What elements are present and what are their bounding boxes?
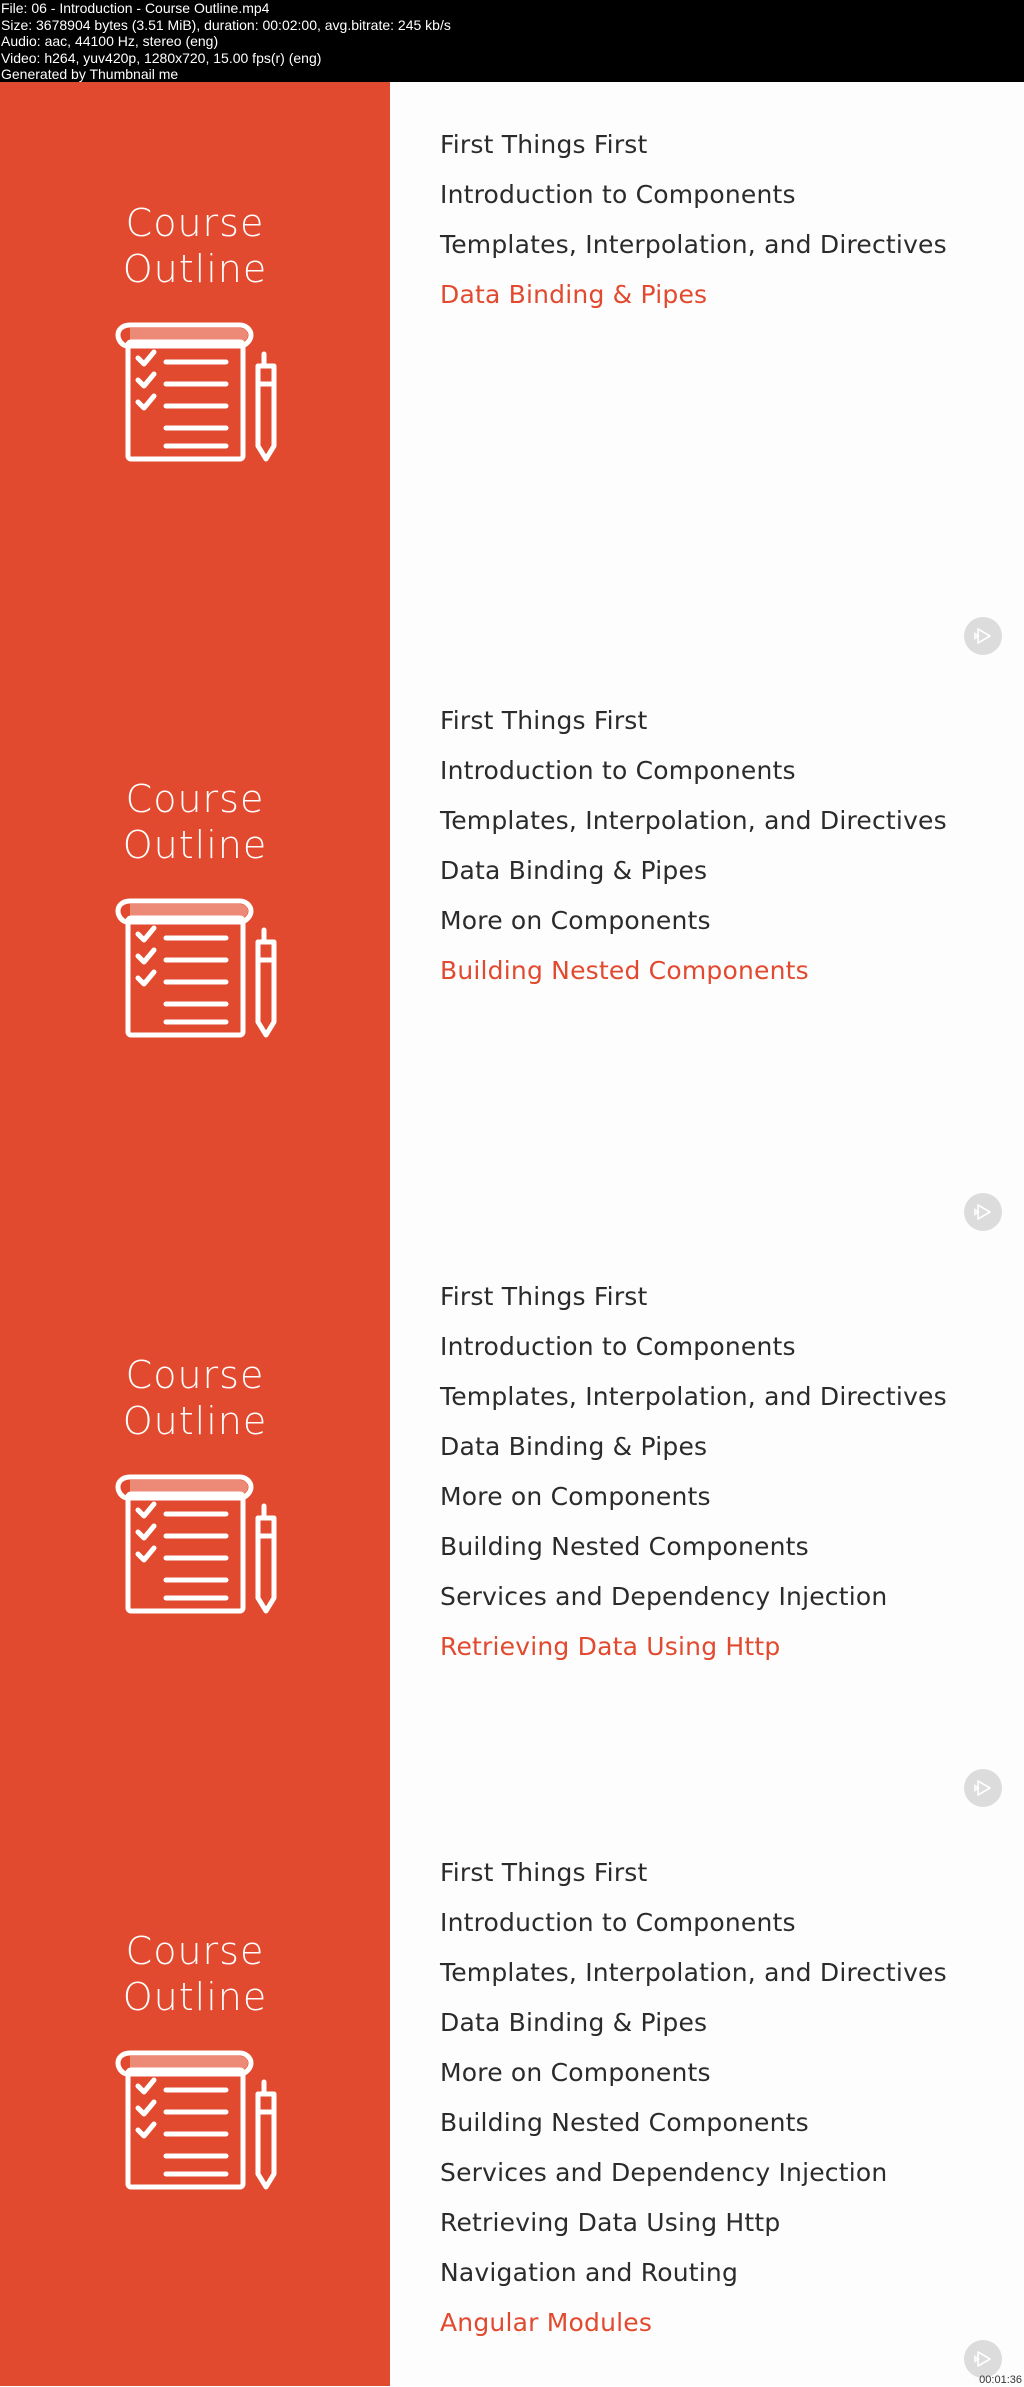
outline-item: First Things First: [440, 1858, 648, 1887]
outline-item: Data Binding & Pipes: [440, 1432, 708, 1461]
file-info-line: Size: 3678904 bytes (3.51 MiB), duration: 00:02:00, avg.bitrate: 245 kb/s: [1, 16, 451, 33]
course-outline-panel: [0, 1234, 390, 1810]
play-icon: [972, 625, 994, 647]
outline-item: First Things First: [440, 706, 648, 735]
file-info-line: Audio: aac, 44100 Hz, stereo (eng): [1, 33, 219, 49]
outline-item: Templates, Interpolation, and Directives: [440, 1382, 947, 1411]
panel-title-line: Outline: [122, 1975, 268, 2019]
play-badge: [964, 1193, 1002, 1231]
course-outline-list: [440, 696, 947, 996]
course-outline-panel: [0, 1810, 390, 2386]
panel-title: [0, 200, 390, 292]
video-frame-4: [0, 1810, 1024, 2386]
outline-item-current: Retrieving Data Using Http: [440, 1632, 781, 1661]
course-outline-list: [440, 1848, 947, 2348]
course-outline-list: [440, 120, 947, 320]
file-info-header: [0, 0, 1024, 82]
outline-item: Introduction to Components: [440, 756, 796, 785]
outline-item-current: Angular Modules: [440, 2308, 653, 2337]
file-info-line: File: 06 - Introduction - Course Outline.mp4: [1, 0, 270, 16]
panel-title-line: Outline: [122, 823, 268, 867]
panel-title-line: Course: [125, 777, 265, 821]
panel-title: [0, 1352, 390, 1444]
outline-item: Navigation and Routing: [440, 2258, 739, 2287]
outline-item: Templates, Interpolation, and Directives: [440, 806, 947, 835]
panel-title-line: Outline: [122, 247, 268, 291]
file-info-line: Generated by Thumbnail me: [1, 66, 179, 82]
outline-item-current: Building Nested Components: [440, 956, 809, 985]
outline-item: More on Components: [440, 1482, 711, 1511]
outline-item: More on Components: [440, 906, 711, 935]
panel-title-line: Course: [125, 1929, 265, 1973]
outline-item: Services and Dependency Injection: [440, 2158, 888, 2187]
outline-item: Data Binding & Pipes: [440, 856, 708, 885]
course-outline-panel: [0, 658, 390, 1234]
play-badge: [964, 617, 1002, 655]
outline-item: First Things First: [440, 1282, 648, 1311]
play-badge: [964, 2340, 1002, 2378]
panel-title: [0, 776, 390, 868]
checklist-document-pen-icon: [118, 1476, 282, 1616]
play-icon: [972, 2348, 994, 2370]
course-outline-list: [440, 1272, 947, 1672]
outline-item-current: Data Binding & Pipes: [440, 280, 708, 309]
video-frame-2: [0, 658, 1024, 1234]
video-frame-3: [0, 1234, 1024, 1810]
checklist-document-pen-icon: [118, 900, 282, 1040]
play-icon: [972, 1777, 994, 1799]
outline-item: Building Nested Components: [440, 1532, 809, 1561]
play-icon: [972, 1201, 994, 1223]
panel-title: [0, 1928, 390, 2020]
outline-item: Services and Dependency Injection: [440, 1582, 888, 1611]
frame-timestamp: 00:01:36: [979, 2374, 1022, 2386]
outline-item: Building Nested Components: [440, 2108, 809, 2137]
outline-item: First Things First: [440, 130, 648, 159]
video-frame-1: [0, 82, 1024, 658]
outline-item: Templates, Interpolation, and Directives: [440, 1958, 947, 1987]
panel-title-line: Course: [125, 1353, 265, 1397]
outline-item: Introduction to Components: [440, 1908, 796, 1937]
play-badge: [964, 1769, 1002, 1807]
outline-item: More on Components: [440, 2058, 711, 2087]
panel-title-line: Outline: [122, 1399, 268, 1443]
checklist-document-pen-icon: [118, 324, 282, 464]
course-outline-panel: [0, 82, 390, 658]
outline-item: Templates, Interpolation, and Directives: [440, 230, 947, 259]
panel-title-line: Course: [125, 201, 265, 245]
file-info-line: Video: h264, yuv420p, 1280x720, 15.00 fps(r) (eng): [1, 49, 322, 66]
outline-item: Retrieving Data Using Http: [440, 2208, 781, 2237]
outline-item: Introduction to Components: [440, 180, 796, 209]
outline-item: Introduction to Components: [440, 1332, 796, 1361]
outline-item: Data Binding & Pipes: [440, 2008, 708, 2037]
checklist-document-pen-icon: [118, 2052, 282, 2192]
